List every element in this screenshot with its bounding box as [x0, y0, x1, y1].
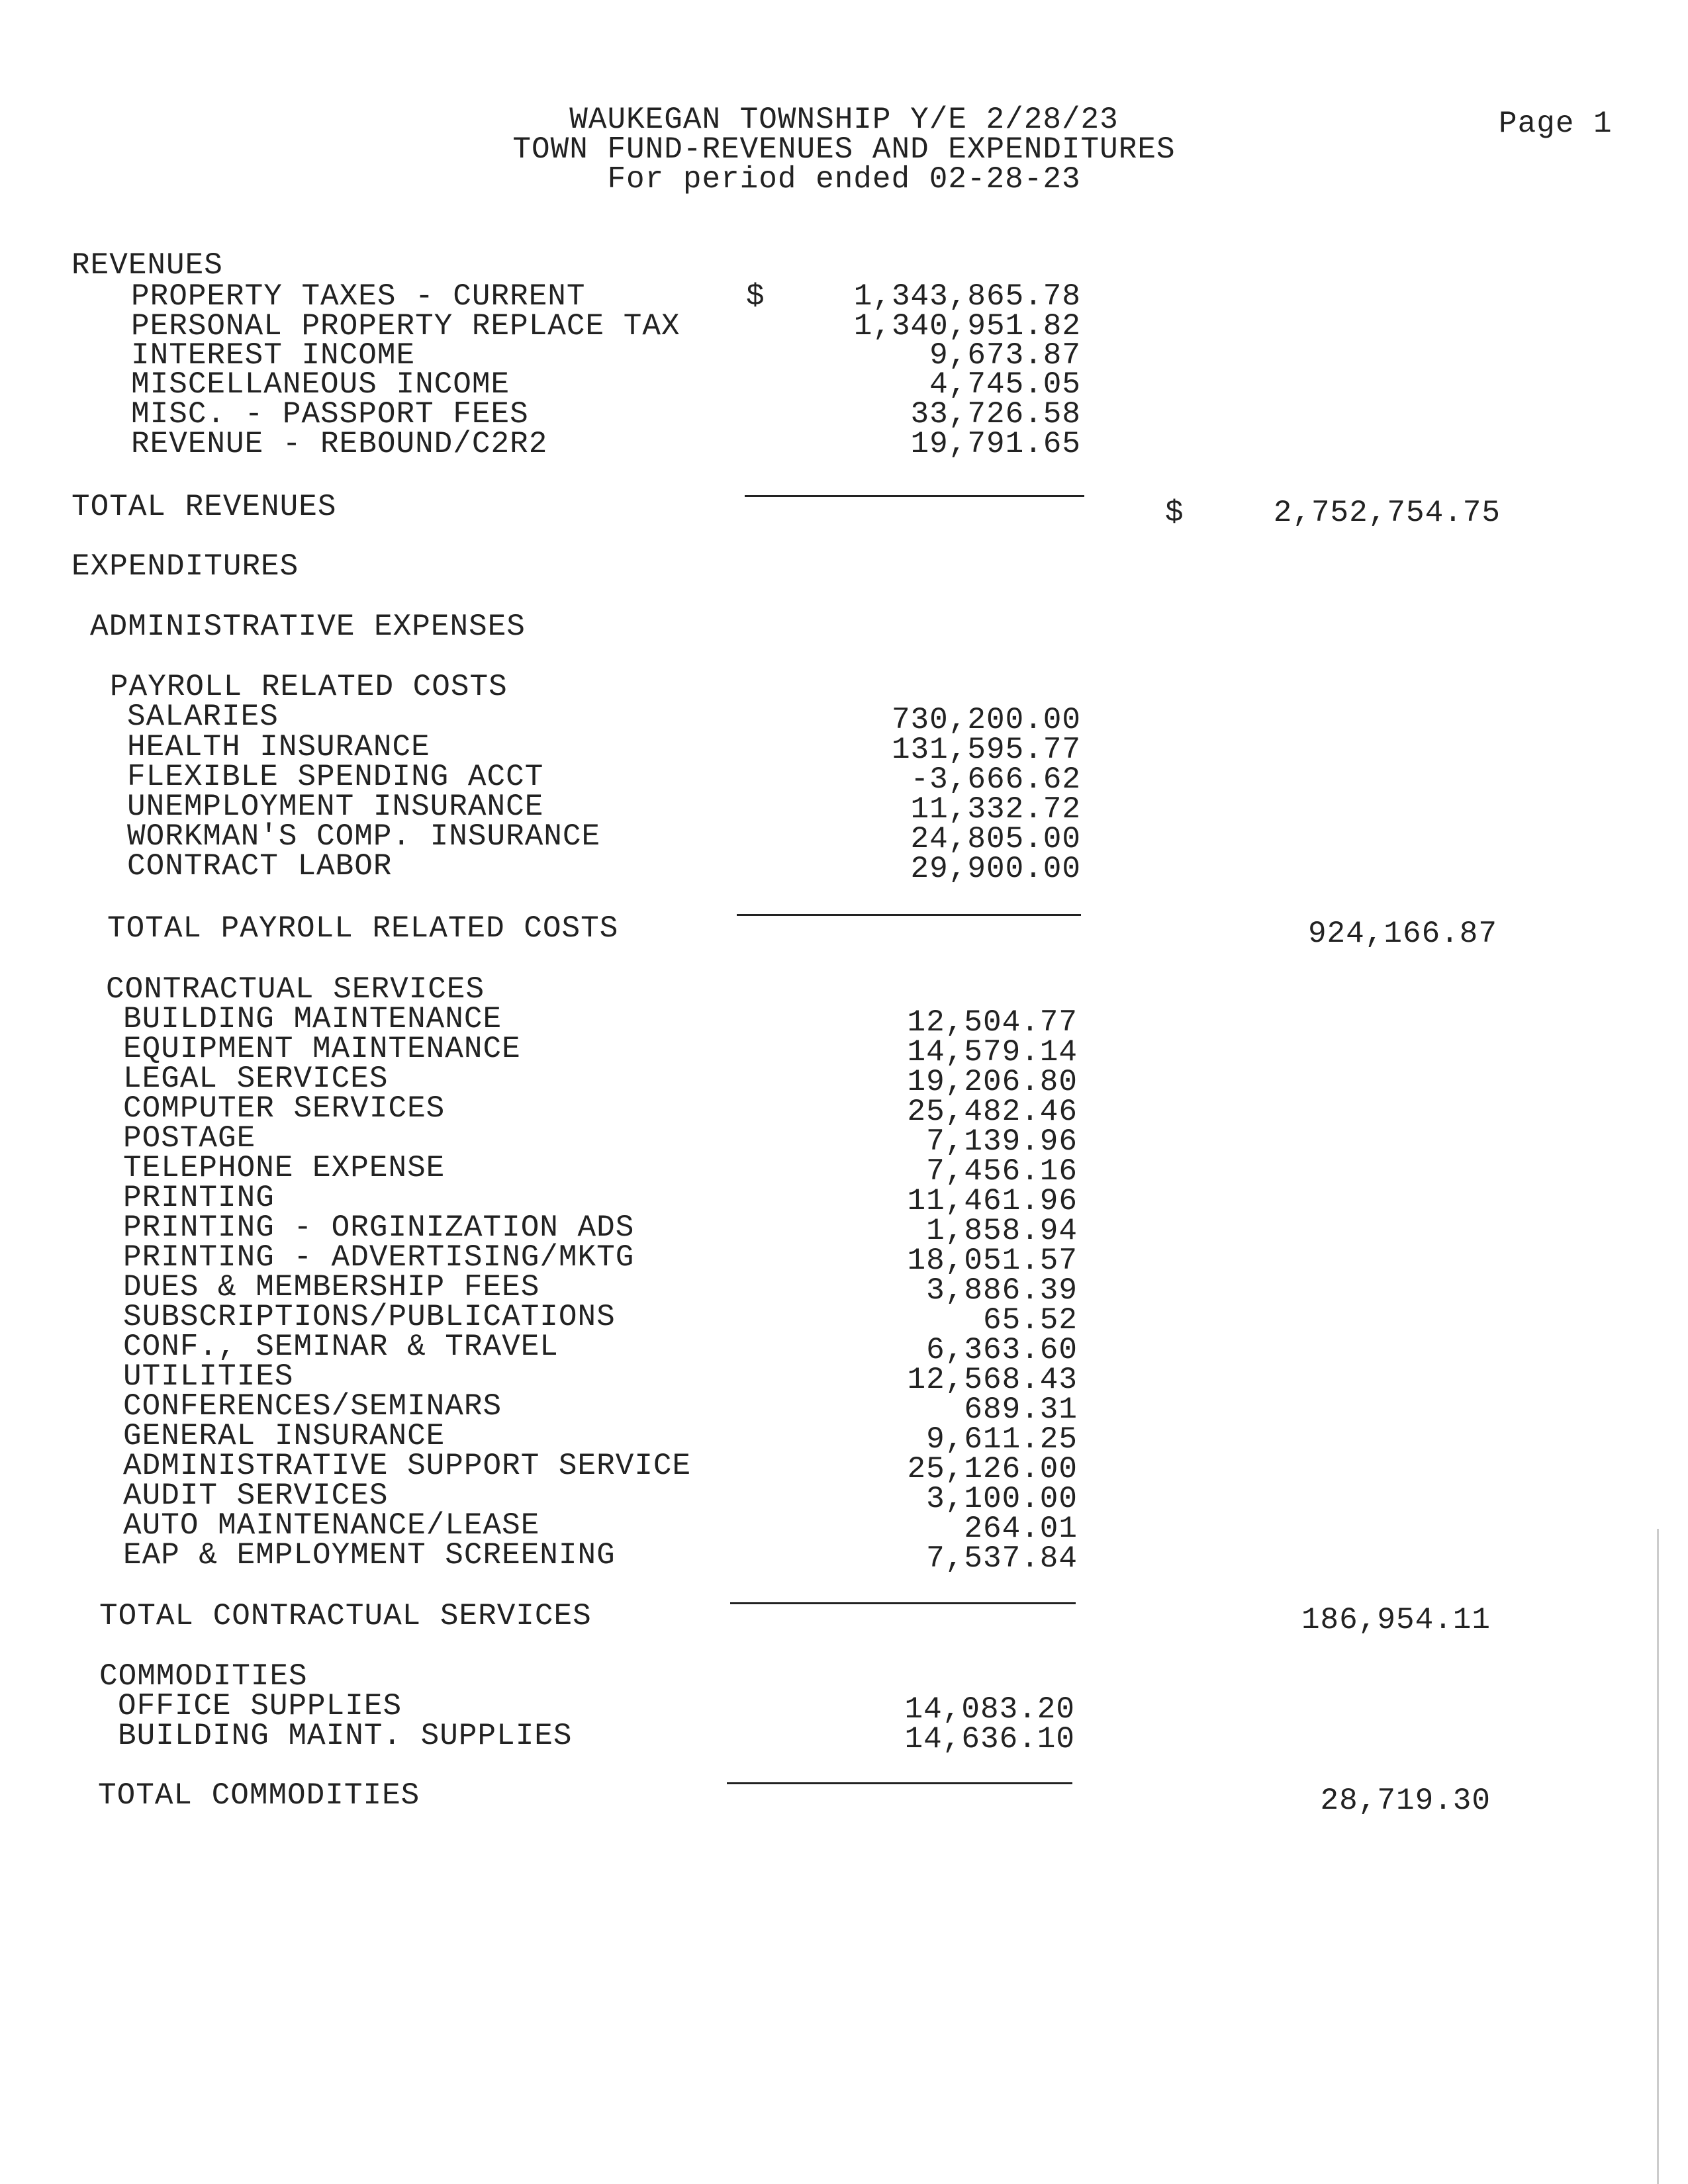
contractual-amount-eap-screening: 7,537.84: [926, 1541, 1078, 1576]
contractual-label-eap-screening: EAP & EMPLOYMENT SCREENING: [123, 1538, 616, 1572]
contractual-amount-printing: 11,461.96: [907, 1184, 1078, 1218]
revenues-heading: REVENUES: [71, 248, 223, 283]
contractual-amount-audit-services: 3,100.00: [926, 1482, 1078, 1516]
contractual-amount-printing-org-ads: 1,858.94: [926, 1214, 1078, 1248]
revenue-amount-property-taxes: 1,343,865.78: [853, 279, 1081, 314]
total-commodities-label: TOTAL COMMODITIES: [98, 1778, 420, 1813]
payroll-label-flexible-spending: FLEXIBLE SPENDING ACCT: [127, 760, 544, 794]
revenue-amount-rebound: 19,791.65: [910, 427, 1081, 461]
payroll-amount-salaries: 730,200.00: [891, 703, 1081, 737]
revenue-amount-passport-fees: 33,726.58: [910, 397, 1081, 432]
total-contractual-label: TOTAL CONTRACTUAL SERVICES: [99, 1599, 592, 1633]
report-period: For period ended 02-28-23: [607, 162, 1081, 197]
contractual-subtotal-rule: [730, 1602, 1076, 1604]
payroll-amount-unemployment: 11,332.72: [910, 792, 1081, 827]
payroll-label-salaries: SALARIES: [127, 700, 279, 734]
contractual-label-dues-membership: DUES & MEMBERSHIP FEES: [123, 1270, 540, 1304]
total-revenues-dollar-sign: $: [1165, 496, 1184, 530]
expenditures-heading: EXPENDITURES: [71, 549, 299, 584]
contractual-amount-computer-services: 25,482.46: [907, 1095, 1078, 1129]
payroll-heading: PAYROLL RELATED COSTS: [110, 670, 508, 704]
contractual-amount-conf-seminar-travel: 6,363.60: [926, 1333, 1078, 1367]
contractual-amount-printing-advertising: 18,051.57: [907, 1244, 1078, 1278]
contractual-amount-conferences-seminars: 689.31: [964, 1392, 1078, 1427]
payroll-label-contract-labor: CONTRACT LABOR: [127, 849, 393, 884]
total-revenues-label: TOTAL REVENUES: [71, 490, 337, 524]
report-subtitle: TOWN FUND-REVENUES AND EXPENDITURES: [512, 132, 1176, 167]
page-number: Page 1: [1499, 107, 1613, 141]
contractual-label-printing: PRINTING: [123, 1181, 275, 1215]
payroll-amount-health-insurance: 131,595.77: [891, 733, 1081, 767]
report-title: WAUKEGAN TOWNSHIP Y/E 2/28/23: [569, 103, 1119, 137]
contractual-amount-building-maintenance: 12,504.77: [907, 1005, 1078, 1040]
contractual-label-conferences-seminars: CONFERENCES/SEMINARS: [123, 1389, 502, 1424]
contractual-amount-utilities: 12,568.43: [907, 1363, 1078, 1397]
total-commodities-amount: 28,719.30: [1320, 1784, 1491, 1818]
commodities-heading: COMMODITIES: [99, 1659, 308, 1694]
scan-edge-line: [1657, 1529, 1659, 2184]
contractual-label-admin-support: ADMINISTRATIVE SUPPORT SERVICE: [123, 1449, 692, 1483]
contractual-label-legal-services: LEGAL SERVICES: [123, 1062, 389, 1096]
contractual-amount-telephone: 7,456.16: [926, 1154, 1078, 1189]
commodities-amount-building-maint-supplies: 14,636.10: [904, 1722, 1075, 1756]
commodities-label-office-supplies: OFFICE SUPPLIES: [118, 1689, 402, 1723]
total-contractual-amount: 186,954.11: [1301, 1603, 1491, 1637]
contractual-label-equipment-maintenance: EQUIPMENT MAINTENANCE: [123, 1032, 521, 1066]
contractual-amount-dues-membership: 3,886.39: [926, 1273, 1078, 1308]
contractual-amount-general-insurance: 9,611.25: [926, 1422, 1078, 1457]
payroll-amount-contract-labor: 29,900.00: [910, 852, 1081, 886]
administrative-expenses-heading: ADMINISTRATIVE EXPENSES: [90, 610, 526, 644]
commodities-amount-office-supplies: 14,083.20: [904, 1692, 1075, 1727]
revenue-label-rebound: REVENUE - REBOUND/C2R2: [131, 427, 548, 461]
revenue-label-misc-income: MISCELLANEOUS INCOME: [131, 367, 510, 402]
contractual-heading: CONTRACTUAL SERVICES: [106, 972, 485, 1007]
total-payroll-label: TOTAL PAYROLL RELATED COSTS: [107, 911, 619, 946]
revenue-label-property-taxes: PROPERTY TAXES - CURRENT: [131, 279, 586, 314]
contractual-amount-admin-support: 25,126.00: [907, 1452, 1078, 1486]
payroll-label-unemployment: UNEMPLOYMENT INSURANCE: [127, 790, 544, 824]
contractual-label-building-maintenance: BUILDING MAINTENANCE: [123, 1002, 502, 1036]
contractual-label-printing-advertising: PRINTING - ADVERTISING/MKTG: [123, 1240, 635, 1275]
contractual-label-conf-seminar-travel: CONF., SEMINAR & TRAVEL: [123, 1330, 559, 1364]
commodities-label-building-maint-supplies: BUILDING MAINT. SUPPLIES: [118, 1719, 573, 1753]
payroll-amount-workmans-comp: 24,805.00: [910, 822, 1081, 856]
contractual-label-general-insurance: GENERAL INSURANCE: [123, 1419, 445, 1453]
contractual-label-audit-services: AUDIT SERVICES: [123, 1479, 389, 1513]
payroll-subtotal-rule: [737, 914, 1081, 916]
revenues-dollar-sign: $: [746, 279, 765, 314]
contractual-amount-legal-services: 19,206.80: [907, 1065, 1078, 1099]
revenue-amount-interest-income: 9,673.87: [929, 338, 1081, 373]
contractual-label-utilities: UTILITIES: [123, 1359, 294, 1394]
total-revenues-amount: 2,752,754.75: [1273, 496, 1501, 530]
contractual-amount-auto-maintenance: 264.01: [964, 1512, 1078, 1546]
contractual-label-postage: POSTAGE: [123, 1121, 256, 1156]
payroll-label-health-insurance: HEALTH INSURANCE: [127, 730, 430, 764]
revenue-label-interest-income: INTEREST INCOME: [131, 338, 416, 373]
contractual-label-computer-services: COMPUTER SERVICES: [123, 1091, 445, 1126]
revenue-amount-misc-income: 4,745.05: [929, 367, 1081, 402]
contractual-label-telephone: TELEPHONE EXPENSE: [123, 1151, 445, 1185]
total-payroll-amount: 924,166.87: [1307, 917, 1497, 951]
contractual-label-printing-org-ads: PRINTING - ORGINIZATION ADS: [123, 1210, 635, 1245]
contractual-amount-equipment-maintenance: 14,579.14: [907, 1035, 1078, 1069]
revenue-label-personal-property: PERSONAL PROPERTY REPLACE TAX: [131, 309, 680, 343]
revenues-subtotal-rule: [745, 495, 1084, 497]
contractual-amount-postage: 7,139.96: [926, 1124, 1078, 1159]
payroll-amount-flexible-spending: -3,666.62: [910, 762, 1081, 797]
revenue-amount-personal-property: 1,340,951.82: [853, 309, 1081, 343]
contractual-label-subscriptions: SUBSCRIPTIONS/PUBLICATIONS: [123, 1300, 616, 1334]
commodities-subtotal-rule: [727, 1782, 1072, 1784]
contractual-amount-subscriptions: 65.52: [982, 1303, 1078, 1338]
payroll-label-workmans-comp: WORKMAN'S COMP. INSURANCE: [127, 819, 601, 854]
contractual-label-auto-maintenance: AUTO MAINTENANCE/LEASE: [123, 1508, 540, 1543]
revenue-label-passport-fees: MISC. - PASSPORT FEES: [131, 397, 529, 432]
